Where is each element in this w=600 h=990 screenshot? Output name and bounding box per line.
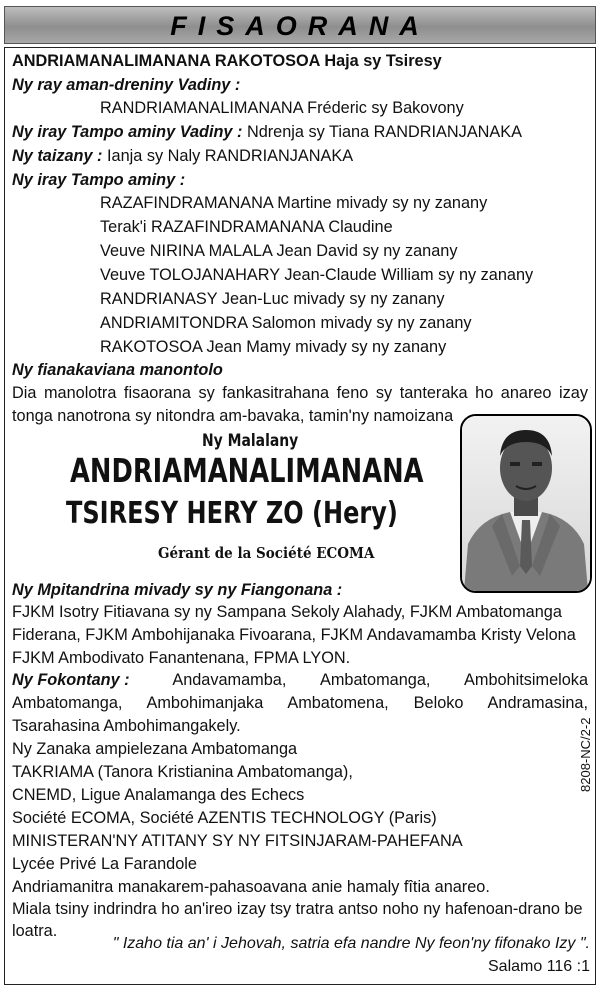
church-line: FJKM Ambodivato Fanantenana, FPMA LYON. [12,649,351,667]
pastors-label: Ny Mpitandrina mivady sy ny Fiangonana : [12,581,343,599]
message-line: tonga nanotrona sy nitondra am-bavaka, tamin'ny namoizana [12,407,454,425]
spouse-siblings-value: Ndrenja sy Tiana RANDRIANJANAKA [242,123,523,141]
church-line: FJKM Isotry Fitiavana sy ny Sampana Sekoly Alahady, FJKM Ambatomanga [12,603,562,621]
family-line: ANDRIAMANALIMANANA RAKOTOSOA Haja sy Tsiresy [12,52,442,70]
parents-in-law-value: RANDRIAMANALIMANANA Fréderic sy Bakovony [100,99,464,117]
bible-reference: Salamo 116 :1 [488,958,590,975]
fokontany-label: Ny Fokontany : [12,671,130,689]
sibling-item: Veuve NIRINA MALALA Jean David sy ny zanany [100,242,458,260]
siblings-label: Ny iray Tampo aminy : [12,171,186,189]
sibling-item: RAZAFINDRAMANANA Martine mivady sy ny zanany [100,194,488,212]
deceased-given-names: TSIRESY HERY ZO (Hery) [66,496,398,531]
closing-line: Miala tsiny indrindra ho an'ireo izay tsy tratra antso noho ny hafenoan-drano be [12,900,583,918]
header-banner [4,6,596,44]
deceased-surname: ANDRIAMANALIMANANA [70,451,424,490]
deceased-intro: Ny Malalany [202,431,299,451]
sibling-item: RAKOTOSOA Jean Mamy mivady sy ny zanany [100,338,447,356]
portrait-photo [460,414,592,593]
ad-reference: 8208-NC/2-2 [578,717,593,792]
thanks-line: Andriamanitra manakarem-pahasoavana anie hamaly fîtia anareo. [12,878,490,896]
fokontany-line: Tsarahasina Ambohimangakely. [12,717,241,735]
foster-value: Ianja sy Naly RANDRIANJANAKA [102,147,354,165]
parents-in-law-label: Ny ray aman-dreniny Vadiny : [12,76,241,94]
fokontany-line [12,670,588,690]
foster-line [12,146,353,166]
spouse-siblings-label: Ny iray Tampo aminy Vadiny : [12,123,243,141]
bible-quote: " Izaho tia an' i Jehovah, satria efa nandre Ny feon'ny fifonako Izy ". [112,935,590,952]
foster-label: Ny taizany : [12,147,103,165]
deceased-role: Gérant de la Société ECOMA [158,544,375,562]
thanks-line: Lycée Privé La Farandole [12,855,197,873]
sibling-item: ANDRIAMITONDRA Salomon mivady sy ny zanany [100,314,472,332]
fokontany-line: Ambatomanga, Ambohimanjaka Ambatomena, Beloko Andramasina, [12,694,588,712]
sibling-item: Veuve TOLOJANAHARY Jean-Claude William sy ny zanany [100,266,534,284]
fokontany-value: Andavamamba, Ambatomanga, Ambohitsimeloka [172,671,588,689]
page-title: FISAORANA [170,11,430,41]
message-line: Dia manolotra fisaorana sy fankasitrahana feno sy tanteraka ho anareo izay [12,384,588,402]
spouse-siblings-line [12,122,522,142]
whole-family-label: Ny fianakaviana manontolo [12,361,223,379]
church-line: Fiderana, FJKM Ambohijanaka Fivoarana, FJKM Andavamamba Kristy Velona [12,626,576,644]
thanks-line: CNEMD, Ligue Analamanga des Echecs [12,786,305,804]
thanks-line: MINISTERAN'NY ATITANY SY NY FITSINJARAM-PAHEFANA [12,832,463,850]
sibling-item: RANDRIANASY Jean-Luc mivady sy ny zanany [100,290,445,308]
sibling-item: Terak'i RAZAFINDRAMANANA Claudine [100,218,393,236]
thanks-line: Ny Zanaka ampielezana Ambatomanga [12,740,298,758]
closing-line: loatra. [12,922,58,940]
thanks-line: Société ECOMA, Société AZENTIS TECHNOLOGY (Paris) [12,809,437,827]
thanks-line: TAKRIAMA (Tanora Kristianina Ambatomanga), [12,763,353,781]
